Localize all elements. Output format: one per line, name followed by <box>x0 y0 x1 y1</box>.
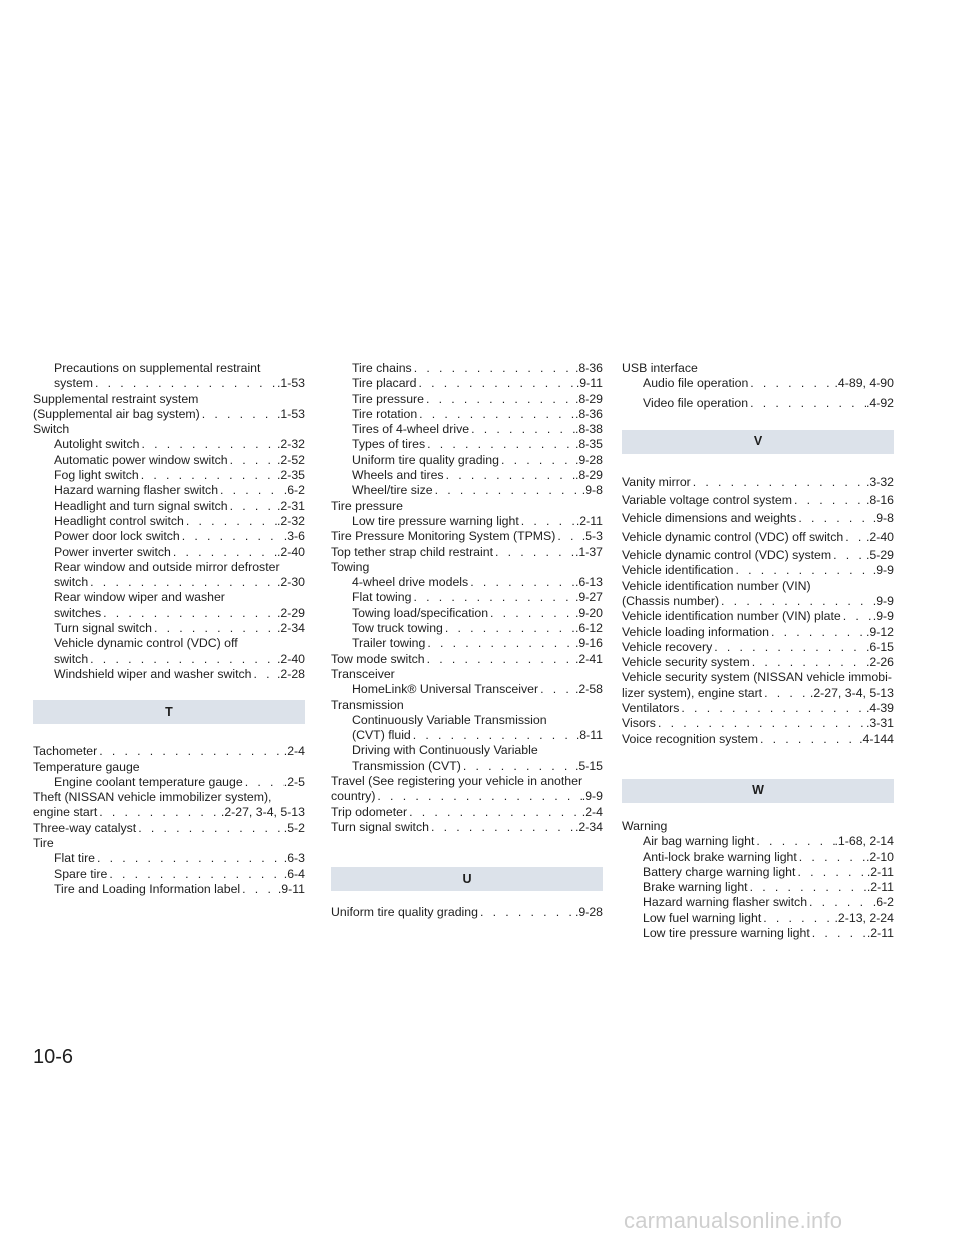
index-entry: lizer system), engine start . . . .2-27, 3-4, 5-13 <box>622 686 894 701</box>
index-entry: Low fuel warning light . . . .2-13, 2-24 <box>622 911 894 926</box>
index-entry: switches . . . .2-29 <box>33 606 305 621</box>
index-heading: Theft (NISSAN vehicle immobilizer system), <box>33 790 272 805</box>
index-entry: Flat towing . . . .9-27 <box>331 590 603 605</box>
index-entry: switch . . . .2-30 <box>33 575 305 590</box>
index-entry: Autolight switch . . . .2-32 <box>33 437 305 452</box>
index-entry: Low tire pressure warning light . . . .2-11 <box>622 926 894 941</box>
index-heading: Vehicle identification number (VIN) <box>622 578 811 593</box>
index-entry: Brake warning light . . . .2-11 <box>622 880 894 895</box>
index-entry: Towing load/specification . . . .9-20 <box>331 606 603 621</box>
index-entry: 4-wheel drive models . . . .6-13 <box>331 575 603 590</box>
index-entry: Trailer towing . . . .9-16 <box>331 636 603 651</box>
index-entry: Uniform tire quality grading . . . .9-28 <box>331 453 603 468</box>
index-entry: Hazard warning flasher switch . . . .6-2 <box>33 483 305 498</box>
index-heading: Switch <box>33 422 70 437</box>
index-heading: Warning <box>622 818 668 833</box>
index-entry: Uniform tire quality grading . . . .9-28 <box>331 905 603 920</box>
section-header-w: W <box>622 779 894 803</box>
index-heading: Tire <box>33 836 54 851</box>
index-entry: Power door lock switch . . . .3-6 <box>33 529 305 544</box>
index-entry: Three-way catalyst . . . .5-2 <box>33 821 305 836</box>
index-heading: Rear window and outside mirror defroster <box>54 559 280 574</box>
index-entry: Tow truck towing . . . .6-12 <box>331 621 603 636</box>
page-number: 10-6 <box>33 1046 74 1068</box>
index-heading: Travel (See registering your vehicle in another <box>331 774 583 789</box>
index-entry: Ventilators . . . .4-39 <box>622 701 894 716</box>
index-entry: Vehicle identification . . . .9-9 <box>622 563 894 578</box>
index-entry: system . . . .1-53 <box>33 376 305 391</box>
index-entry: Hazard warning flasher switch . . . .6-2 <box>622 895 894 910</box>
index-entry: Low tire pressure warning light . . . .2-11 <box>331 514 603 529</box>
section-header-t: T <box>33 700 305 724</box>
index-entry: Vanity mirror . . . .3-32 <box>622 475 894 490</box>
index-heading: Vehicle dynamic control (VDC) off <box>54 636 238 651</box>
index-entry: Engine coolant temperature gauge . . . .2-5 <box>33 775 305 790</box>
index-heading: Continuously Variable Transmission <box>352 712 547 727</box>
index-entry: Voice recognition system . . . .4-144 <box>622 732 894 747</box>
index-entry: Transmission (CVT) . . . .5-15 <box>331 759 603 774</box>
index-entry: Tire placard . . . .9-11 <box>331 376 603 391</box>
index-entry: Wheel/tire size . . . .9-8 <box>331 483 603 498</box>
index-heading: Tire pressure <box>331 498 403 513</box>
index-entry: Battery charge warning light . . . .2-11 <box>622 865 894 880</box>
index-entry: Visors . . . .3-31 <box>622 716 894 731</box>
index-entry: country) . . . .9-9 <box>331 789 603 804</box>
index-entry: (Supplemental air bag system) . . . .1-53 <box>33 407 305 422</box>
index-heading: Vehicle security system (NISSAN vehicle immobi- <box>622 670 892 685</box>
index-column-2 <box>331 361 603 921</box>
index-entry: Air bag warning light . . . .1-68, 2-14 <box>622 834 894 849</box>
index-entry: Headlight control switch . . . .2-32 <box>33 514 305 529</box>
index-entry: Vehicle loading information . . . .9-12 <box>622 625 894 640</box>
watermark: carmanualsonline.info <box>624 1208 843 1233</box>
section-header-v: V <box>622 430 894 454</box>
section-header-u: U <box>331 867 603 891</box>
index-entry: Tire rotation . . . .8-36 <box>331 407 603 422</box>
index-entry: Spare tire . . . .6-4 <box>33 867 305 882</box>
index-entry: switch . . . .2-40 <box>33 652 305 667</box>
index-entry: Video file operation . . . .4-92 <box>622 396 894 411</box>
index-entry: Top tether strap child restraint . . . .1-37 <box>331 545 603 560</box>
index-entry: Turn signal switch . . . .2-34 <box>33 621 305 636</box>
index-entry: Windshield wiper and washer switch . . . .2-28 <box>33 667 305 682</box>
index-entry: Vehicle recovery . . . .6-15 <box>622 640 894 655</box>
index-entry: Tire chains . . . .8-36 <box>331 361 603 376</box>
index-heading: Precautions on supplemental restraint <box>54 361 261 375</box>
index-entry: Vehicle identification number (VIN) plate . . . .9-9 <box>622 609 894 624</box>
index-heading: Transmission <box>331 697 404 712</box>
index-entry: Wheels and tires . . . .8-29 <box>331 468 603 483</box>
index-entry: Tire pressure . . . .8-29 <box>331 392 603 407</box>
index-entry: Tachometer . . . .2-4 <box>33 744 305 759</box>
index-entry: Power inverter switch . . . .2-40 <box>33 545 305 560</box>
index-heading: Temperature gauge <box>33 759 140 774</box>
index-entry: Flat tire . . . .6-3 <box>33 851 305 866</box>
index-entry: Tow mode switch . . . .2-41 <box>331 652 603 667</box>
index-entry: Automatic power window switch . . . .2-52 <box>33 453 305 468</box>
index-entry: Types of tires . . . .8-35 <box>331 437 603 452</box>
index-entry: Vehicle security system . . . .2-26 <box>622 655 894 670</box>
index-entry: HomeLink® Universal Transceiver . . . .2-58 <box>331 682 603 697</box>
index-entry: Audio file operation . . . .4-89, 4-90 <box>622 376 894 391</box>
index-entry: (Chassis number) . . . .9-9 <box>622 594 894 609</box>
index-heading: Towing <box>331 559 370 574</box>
index-heading: Driving with Continuously Variable <box>352 743 538 758</box>
index-entry: Vehicle dynamic control (VDC) off switch . . . .2-40 <box>622 530 894 545</box>
index-entry: Tire and Loading Information label . . . .9-11 <box>33 882 305 897</box>
index-entry: engine start . . . .2-27, 3-4, 5-13 <box>33 805 305 820</box>
index-entry: Variable voltage control system . . . .8-16 <box>622 493 894 508</box>
index-entry: Tires of 4-wheel drive . . . .8-38 <box>331 422 603 437</box>
index-heading: Transceiver <box>331 666 395 681</box>
index-entry: (CVT) fluid . . . .8-11 <box>331 728 603 743</box>
index-entry: Trip odometer . . . .2-4 <box>331 805 603 820</box>
index-heading: Supplemental restraint system <box>33 391 199 406</box>
index-entry: Fog light switch . . . .2-35 <box>33 468 305 483</box>
index-entry: Tire Pressure Monitoring System (TPMS) . . . .5-3 <box>331 529 603 544</box>
index-entry: Vehicle dynamic control (VDC) system . . . .5-29 <box>622 548 894 563</box>
index-entry: Anti-lock brake warning light . . . .2-10 <box>622 850 894 865</box>
index-heading: USB interface <box>622 361 698 375</box>
index-column-3 <box>622 361 894 941</box>
index-entry: Vehicle dimensions and weights . . . .9-8 <box>622 511 894 526</box>
index-column-1 <box>33 361 305 897</box>
index-entry: Turn signal switch . . . .2-34 <box>331 820 603 835</box>
index-heading: Rear window wiper and washer <box>54 590 225 605</box>
index-entry: Headlight and turn signal switch . . . .2-31 <box>33 499 305 514</box>
